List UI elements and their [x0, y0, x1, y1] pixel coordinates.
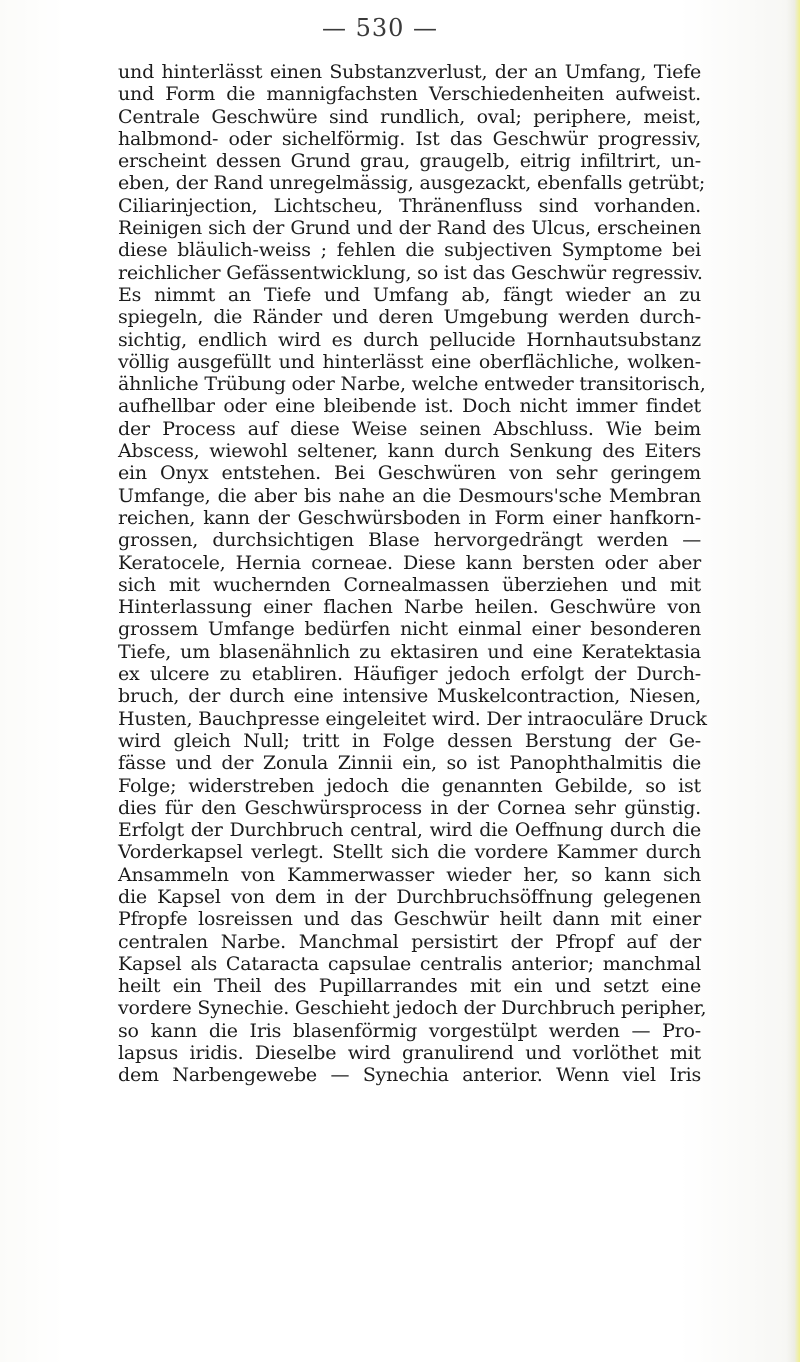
text-line: aufhellbar oder eine bleibende ist. Doch nicht immer findet	[118, 395, 701, 418]
text-line: Es nimmt an Tiefe und Umfang ab, fängt wieder an zu	[118, 283, 701, 306]
text-line: ein Onyx entstehen. Bei Geschwüren von sehr geringem	[118, 462, 701, 485]
text-line: Reinigen sich der Grund und der Rand des Ulcus, erscheinen	[118, 217, 701, 240]
text-line: die Kapsel von dem in der Durchbruchsöffnung gelegenen	[118, 885, 701, 908]
text-line: halbmond- oder sichelförmig. Ist das Geschwür progressiv,	[118, 127, 701, 150]
text-line: reichlicher Gefässentwicklung, so ist das Geschwür regressiv.	[118, 261, 703, 284]
text-line: bruch, der durch eine intensive Muskelcontraction, Niesen,	[118, 685, 701, 708]
text-line: Umfange, die aber bis nahe an die Desmours'sche Membran	[118, 484, 701, 507]
text-line: ex ulcere zu etabliren. Häufiger jedoch erfolgt der Durch-	[118, 663, 701, 686]
text-line: wird gleich Null; tritt in Folge dessen Berstung der Ge-	[118, 729, 701, 752]
text-line: Kapsel als Cataracta capsulae centralis anterior; manchmal	[118, 952, 701, 975]
text-line: sichtig, endlich wird es durch pellucide Hornhautsubstanz	[118, 328, 701, 351]
text-line: grossen, durchsichtigen Blase hervorgedrängt werden —	[118, 529, 701, 552]
text-line: völlig ausgefüllt und hinterlässt eine oberflächliche, wolken-	[118, 350, 701, 373]
text-line: Keratocele, Hernia corneae. Diese kann bersten oder aber	[118, 551, 701, 574]
text-line: so kann die Iris blasenförmig vorgestülpt werden — Pro-	[118, 1019, 701, 1042]
page-number: — 530 —	[321, 14, 439, 42]
text-line: fässe und der Zonula Zinnii ein, so ist Panophthalmitis die	[118, 752, 701, 775]
page-edge	[786, 0, 800, 1362]
text-line: Vorderkapsel verlegt. Stellt sich die vordere Kammer durch	[118, 841, 701, 864]
text-line: und hinterlässt einen Substanzverlust, der an Umfang, Tiefe	[118, 61, 701, 83]
text-line: Husten, Bauchpresse eingeleitet wird. Der intraoculäre Druck	[118, 707, 707, 730]
text-line: Ciliarinjection, Lichtscheu, Thränenfluss sind vorhanden.	[118, 194, 701, 217]
text-line: vordere Synechie. Geschieht jedoch der Durchbruch peripher,	[118, 997, 707, 1020]
text-line: dem Narbengewebe — Synechia anterior. Wenn viel Iris	[118, 1064, 701, 1087]
text-line: Pfropfe losreissen und das Geschwür heilt dann mit einer	[118, 908, 701, 931]
text-line: lapsus iridis. Dieselbe wird granulirend und vorlöthet mit	[118, 1042, 701, 1065]
text-line: Abscess, wiewohl seltener, kann durch Senkung des Eiters	[118, 440, 701, 463]
text-line: Ansammeln von Kammerwasser wieder her, so kann sich	[118, 863, 701, 886]
body-text	[118, 61, 707, 1087]
text-line: Hinterlassung einer flachen Narbe heilen. Geschwüre von	[118, 596, 701, 619]
text-line: ähnliche Trübung oder Narbe, welche entweder transitorisch,	[118, 373, 706, 396]
text-line: der Process auf diese Weise seinen Abschluss. Wie beim	[118, 417, 701, 440]
text-line: reichen, kann der Geschwürsboden in Form einer hanfkorn-	[118, 506, 701, 529]
text-line: Tiefe, um blasenähnlich zu ektasiren und eine Keratektasia	[118, 640, 701, 663]
text-line: Erfolgt der Durchbruch central, wird die Oeffnung durch die	[118, 819, 701, 842]
text-line: spiegeln, die Ränder und deren Umgebung werden durch-	[118, 306, 701, 329]
text-line: sich mit wuchernden Cornealmassen überziehen und mit	[118, 573, 701, 596]
text-line: diese bläulich-weiss ; fehlen die subjectiven Symptome bei	[118, 239, 701, 262]
text-line: erscheint dessen Grund grau, graugelb, eitrig infiltrirt, un-	[118, 150, 701, 173]
text-line: grossem Umfange bedürfen nicht einmal einer besonderen	[118, 618, 701, 641]
text-line: eben, der Rand unregelmässig, ausgezackt, ebenfalls getrübt;	[118, 172, 706, 195]
text-line: dies für den Geschwürsprocess in der Cornea sehr günstig.	[118, 796, 701, 819]
text-line: heilt ein Theil des Pupillarrandes mit ein und setzt eine	[118, 975, 701, 998]
text-line: und Form die mannigfachsten Verschiedenheiten aufweist.	[118, 83, 701, 106]
text-line: Folge; widerstreben jedoch die genannten Gebilde, so ist	[118, 774, 701, 797]
text-line: Centrale Geschwüre sind rundlich, oval; periphere, meist,	[118, 105, 701, 128]
text-line: centralen Narbe. Manchmal persistirt der Pfropf auf der	[118, 930, 701, 953]
